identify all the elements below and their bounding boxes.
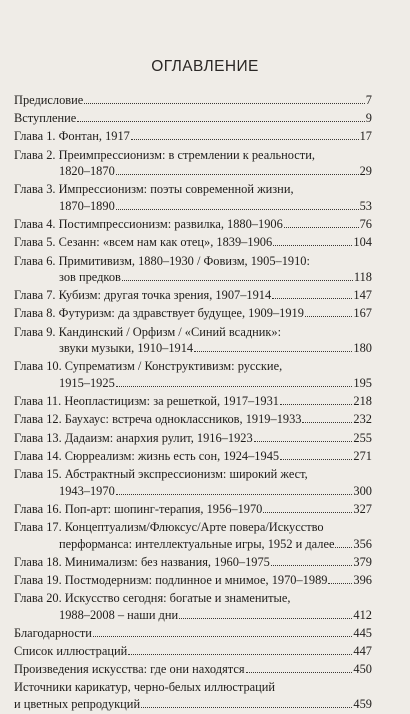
toc-entry-title: Глава 10. Супрематизм / Конструктивизм: русские, xyxy=(14,359,283,374)
toc-page-number: 17 xyxy=(359,129,372,144)
toc-entry xyxy=(14,393,372,410)
toc-entry xyxy=(14,216,372,233)
toc-entry xyxy=(14,411,372,428)
page-title: ОГЛАВЛЕНИЕ xyxy=(151,58,259,75)
toc-page-number: 232 xyxy=(353,412,372,427)
toc-entry-title: Глава 14. Сюрреализм: жизнь есть сон, 1924–1945 xyxy=(14,448,280,463)
toc-page-number: 76 xyxy=(359,217,372,232)
toc-page-number: 167 xyxy=(353,306,372,321)
toc-entry-title: 1820–1870 xyxy=(59,164,115,179)
dot-leader xyxy=(246,672,353,673)
toc-entry-title: перформанса: интеллектуальные игры, 1952 и далее xyxy=(59,536,335,551)
toc-entry xyxy=(14,661,372,678)
toc-entry-title: 1943–1970 xyxy=(59,483,115,498)
toc-entry xyxy=(14,643,372,660)
dot-leader xyxy=(305,316,352,317)
dot-leader xyxy=(335,547,352,548)
toc-entry-title: Глава 11. Неопластицизм: за решеткой, 1917–1931 xyxy=(14,394,279,409)
dot-leader xyxy=(280,404,352,405)
toc-page-number: 447 xyxy=(353,644,372,659)
toc-entry-title: Глава 19. Постмодернизм: подлинное и мнимое, 1970–1989 xyxy=(14,572,328,587)
toc-entry xyxy=(14,466,372,499)
toc-entry xyxy=(14,305,372,322)
dot-leader xyxy=(128,654,352,655)
toc-page-number: 218 xyxy=(353,394,372,409)
toc-entry-title: Глава 6. Примитивизм, 1880–1930 / Фовизм, 1905–1910: xyxy=(14,253,310,268)
toc-page-number: 379 xyxy=(353,554,372,569)
toc-entry xyxy=(14,253,372,286)
dot-leader xyxy=(116,209,359,210)
toc-page-number: 118 xyxy=(353,270,372,285)
dot-leader xyxy=(84,103,365,104)
toc-entry xyxy=(14,554,372,571)
toc-entry-title: 1915–1925 xyxy=(59,376,115,391)
toc-entry-title: Благодарности xyxy=(14,625,92,640)
dot-leader xyxy=(122,280,353,281)
toc-entry-title: Глава 1. Фонтан, 1917 xyxy=(14,129,130,144)
toc-entry xyxy=(14,572,372,589)
toc-page-number: 300 xyxy=(353,483,372,498)
toc-page-number: 412 xyxy=(353,607,372,622)
toc-entry-title: Глава 2. Преимпрессионизм: в стремлении к реальности, xyxy=(14,147,315,162)
dot-leader xyxy=(254,441,353,442)
toc-entry-title: 1988–2008 – наши дни xyxy=(59,607,179,622)
toc-entry xyxy=(14,358,372,391)
toc-entry-title: Глава 13. Дадаизм: анархия рулит, 1916–1923 xyxy=(14,430,253,445)
dot-leader xyxy=(116,494,353,495)
toc-page-number: 9 xyxy=(365,111,372,126)
toc-entry xyxy=(14,110,372,127)
toc-entry-title: Глава 15. Абстрактный экспрессионизм: широкий жест, xyxy=(14,466,308,481)
toc-entry-title: Глава 4. Постимпрессионизм: развилка, 1880–1906 xyxy=(14,217,283,232)
toc-entry-title: Глава 20. Искусство сегодня: богатые и знаменитые, xyxy=(14,591,291,606)
toc-entry xyxy=(14,234,372,251)
dot-leader xyxy=(280,459,352,460)
toc-entry xyxy=(14,128,372,145)
dot-leader xyxy=(116,174,359,175)
toc-page-number: 271 xyxy=(353,448,372,463)
toc-entry xyxy=(14,287,372,304)
toc-entry-title: Предисловие xyxy=(14,93,84,107)
dot-leader xyxy=(302,422,352,423)
toc-entry-title: Глава 3. Импрессионизм: поэты современной жизни, xyxy=(14,182,294,197)
toc-entry-title: Глава 5. Сезанн: «всем нам как отец», 1839–1906 xyxy=(14,235,273,250)
dot-leader xyxy=(284,227,359,228)
dot-leader xyxy=(273,245,352,246)
toc-entry xyxy=(14,430,372,447)
toc-entry-title: Произведения искусства: где они находятся xyxy=(14,662,245,677)
toc-entry-title: Вступление xyxy=(14,111,77,126)
toc-page-number: 53 xyxy=(359,198,372,213)
toc-entry xyxy=(14,92,372,109)
toc-page-number: 255 xyxy=(353,430,372,445)
toc-page-number: 29 xyxy=(359,164,372,179)
toc-entry-title: звуки музыки, 1910–1914 xyxy=(59,341,194,356)
toc-entry-title: Глава 12. Баухаус: встреча одноклассников, 1919–1933 xyxy=(14,412,302,427)
toc-entry-title: Глава 17. Концептуализм/Флюксус/Арте повера/Искусство xyxy=(14,519,324,534)
dot-leader xyxy=(263,512,352,513)
dot-leader xyxy=(271,565,353,566)
dot-leader xyxy=(141,707,352,708)
toc-page-number: 445 xyxy=(353,625,372,640)
toc-entry-title: Глава 9. Кандинский / Орфизм / «Синий всадник»: xyxy=(14,324,282,339)
toc-page-number: 180 xyxy=(353,341,372,356)
toc-entry-title: Список иллюстраций xyxy=(14,644,128,659)
toc-entry xyxy=(14,448,372,465)
toc-page-number: 104 xyxy=(353,235,372,250)
toc-entry xyxy=(14,181,372,214)
dot-leader xyxy=(77,121,365,122)
toc-page-number: 195 xyxy=(353,376,372,391)
toc-page-number: 396 xyxy=(353,572,372,587)
toc-entry-title: Источники карикатур, черно-белых иллюстраций xyxy=(14,680,276,695)
toc-entry xyxy=(14,519,372,552)
toc-page-number: 459 xyxy=(353,697,372,712)
toc-entry-title: Глава 7. Кубизм: другая точка зрения, 1907–1914 xyxy=(14,288,272,303)
dot-leader xyxy=(116,386,353,387)
toc-page-number: 147 xyxy=(353,288,372,303)
dot-leader xyxy=(131,139,359,140)
toc-entry xyxy=(14,324,372,357)
toc-entry-title: 1870–1890 xyxy=(59,198,115,213)
toc-page-number: 327 xyxy=(353,501,372,516)
toc-entry-title: Глава 18. Минимализм: без названия, 1960–1975 xyxy=(14,554,270,569)
toc-entry-title: зов предков xyxy=(59,270,121,285)
toc-entry xyxy=(14,147,372,180)
toc-entry xyxy=(14,679,372,712)
dot-leader xyxy=(179,618,352,619)
toc-page-number: 450 xyxy=(353,662,372,677)
toc-entry-title: Глава 16. Поп-арт: шопинг-терапия, 1956–1970 xyxy=(14,501,263,516)
toc-page-number: 7 xyxy=(365,93,372,107)
table-of-contents xyxy=(14,92,372,714)
dot-leader xyxy=(93,636,352,637)
dot-leader xyxy=(194,351,352,352)
dot-leader xyxy=(328,583,352,584)
toc-entry xyxy=(14,590,372,623)
toc-page-number: 356 xyxy=(353,536,372,551)
toc-entry xyxy=(14,625,372,642)
toc-entry xyxy=(14,501,372,518)
toc-entry-title: Глава 8. Футуризм: да здравствует будущее, 1909–1919 xyxy=(14,306,304,321)
dot-leader xyxy=(272,298,352,299)
toc-entry-title: и цветных репродукций xyxy=(14,697,141,712)
